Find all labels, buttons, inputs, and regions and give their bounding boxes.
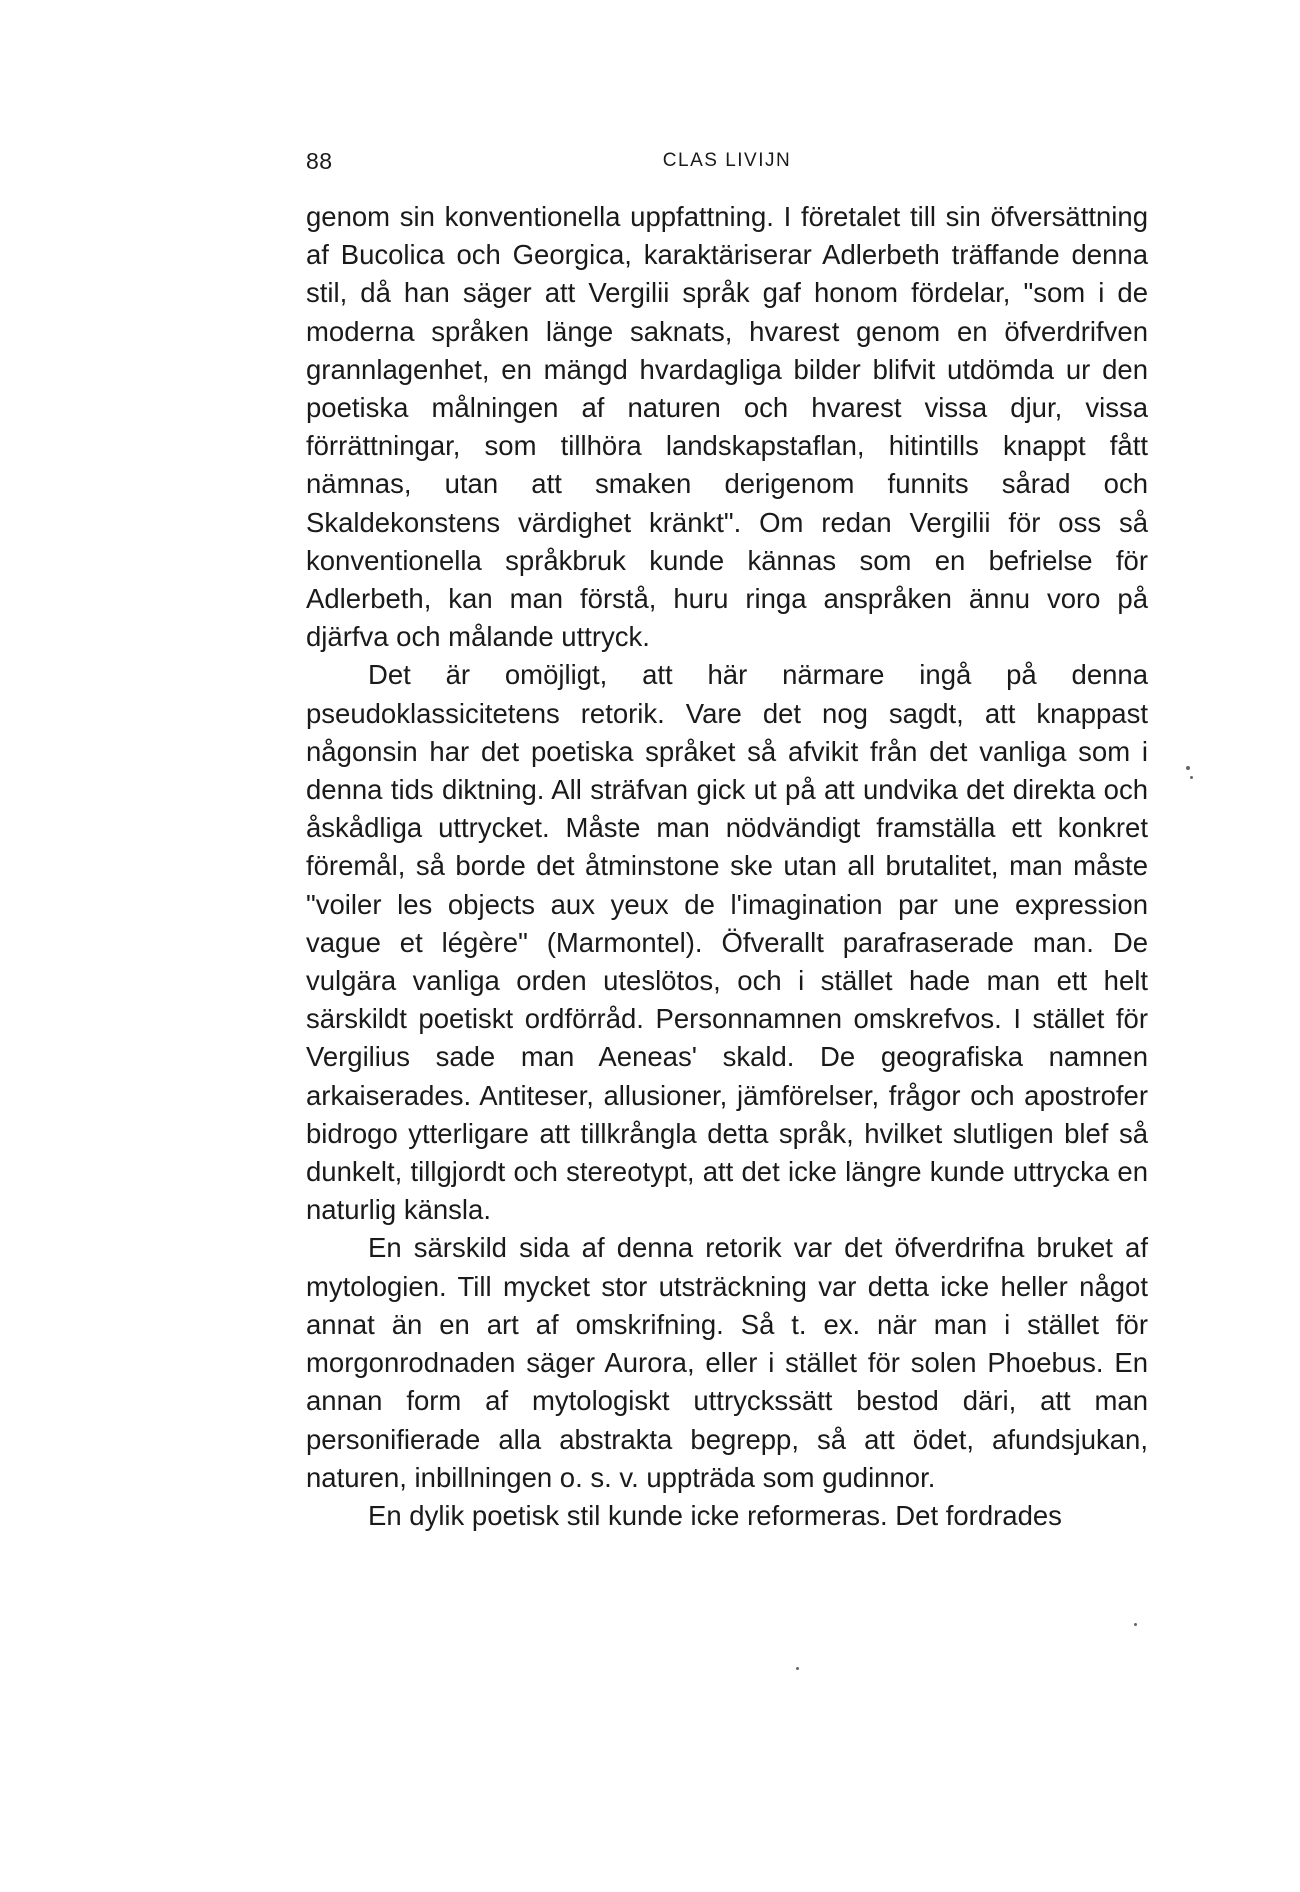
page-number: 88: [306, 148, 333, 174]
paragraph-final-line: En dylik poetisk stil kunde icke reformeras. Det fordrades: [368, 1499, 1062, 1531]
scan-speck: [796, 1667, 799, 1670]
body-text: [306, 198, 1148, 1535]
paragraph-pseudoklassicitet: Det är omöjligt, att här närmare ingå på denna pseudoklassicitetens retorik. Vare det nog sagdt, att knappast någonsin har det poetiska språket så afvikit från det vanliga som i denna tids diktning. All sträfvan gick ut på att undvika det direkta och åskådliga uttrycket. Måste man nödvändigt framställa ett konkret föremål, så borde det åtminstone ske utan all brutalitet, man måste "voiler les objects aux yeux de l'imagination par une expression vague et légère" (Marmontel). Öfverallt parafraserade man. De vulgära vanliga orden uteslötos, och i stället hade man ett helt särskildt poetiskt ordförråd. Personnamnen omskrefvos. I stället för Vergilius sade man Aeneas' skald. De geografiska namnen arkaiserades. Antiteser, allusioner, jämförelser, frågor och apostrofer bidrogo ytterligare att tillkrångla detta språk, hvilket slutligen blef så dunkelt, tillgjordt och stereotypt, att det icke längre kunde uttrycka en naturlig känsla.: [306, 659, 1148, 1226]
scan-speck: [1134, 1623, 1137, 1626]
running-head: [306, 148, 1148, 178]
paragraph-continued: genom sin konventionella uppfattning. I företalet till sin öfversättning af Bucolica och Georgica, karaktäriserar Adlerbeth träffande denna stil, då han säger att Vergilii språk gaf honom fördelar, "som i de moderna språken länge saknats, hvarest genom en öfverdrifven grannlagenhet, en mängd hvardagliga bilder blifvit utdömda ur den poetiska målningen af naturen och hvarest vissa djur, vissa förrättningar, som tillhöra landskapstaflan, hitintills knappt fått nämnas, utan att smaken derigenom funnits sårad och Skaldekonstens värdighet kränkt". Om redan Vergilii för oss så konventionella språkbruk kunde kännas som en befrielse för Adlerbeth, kan man förstå, huru ringa anspråken ännu voro på djärfva och målande uttryck.: [306, 201, 1148, 653]
margin-speck: [1186, 766, 1190, 770]
running-head-title: CLAS LIVIJN: [662, 150, 792, 171]
paragraph-mytologi: En särskild sida af denna retorik var det öfverdrifna bruket af mytologien. Till mycket stor utsträckning var detta icke heller något annat än en art af omskrifning. Så t. ex. när man i stället för morgonrodnaden säger Aurora, eller i stället för solen Phoebus. En annan form af mytologiskt uttryckssätt bestod däri, att man personifierade alla abstrakta begrepp, så att ödet, afundsjukan, naturen, inbillningen o. s. v. uppträda som gudinnor.: [306, 1232, 1148, 1493]
margin-speck: [1190, 776, 1193, 779]
